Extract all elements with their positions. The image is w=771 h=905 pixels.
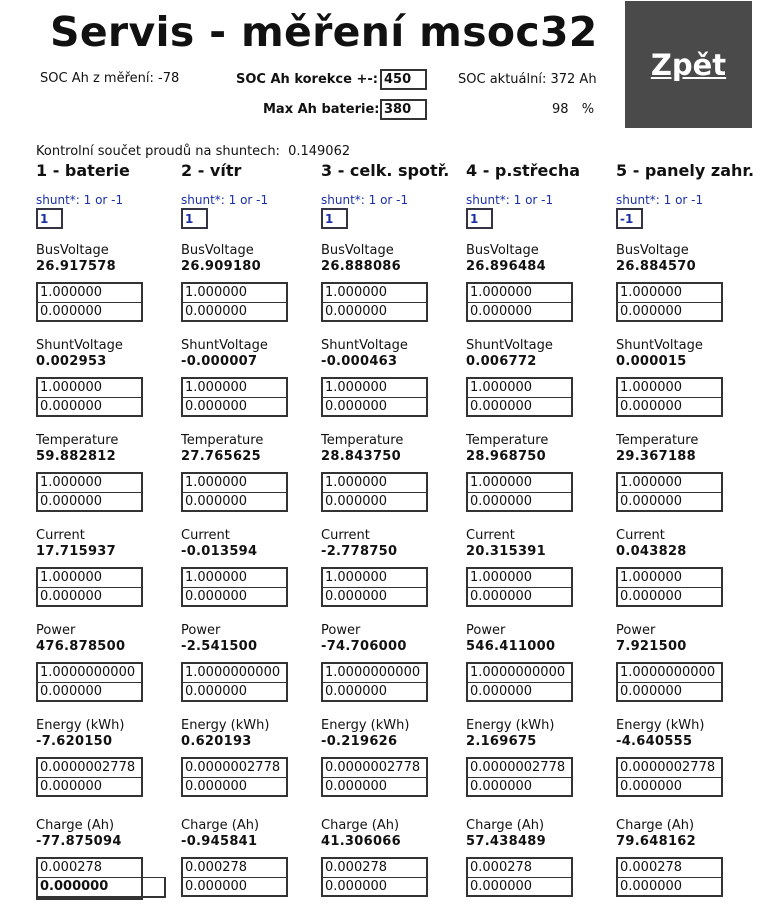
soc-actual: [458, 72, 597, 87]
metric-label: ShuntVoltage: [181, 338, 268, 353]
calibration-pair: [466, 757, 573, 797]
factor-input[interactable]: 1.000000: [325, 475, 388, 490]
shunt-label: shunt*: 1 or -1: [466, 193, 554, 207]
offset-input[interactable]: 0.000000: [183, 682, 286, 700]
soc-measured: [40, 71, 179, 86]
shunt-input[interactable]: 1: [36, 208, 63, 229]
calibration-pair: [616, 282, 723, 322]
calibration-pair: [616, 472, 723, 512]
factor-input[interactable]: 0.000278: [620, 860, 683, 875]
metric-value: -74.706000: [321, 639, 407, 654]
metric-label: Power: [616, 623, 656, 638]
metric-value: 26.909180: [181, 259, 262, 274]
factor-input[interactable]: 1.000000: [40, 475, 103, 490]
metric-value: -0.219626: [321, 734, 398, 749]
metric-label: Temperature: [181, 433, 264, 448]
calibration-pair: [466, 567, 573, 607]
factor-input[interactable]: 1.000000: [325, 380, 388, 395]
offset-input[interactable]: 0.000000: [323, 397, 426, 415]
metric-label: ShuntVoltage: [36, 338, 123, 353]
factor-input[interactable]: 1.000000: [620, 380, 683, 395]
metric-label: Temperature: [36, 433, 119, 448]
metric-value: 0.620193: [181, 734, 252, 749]
factor-input[interactable]: 0.000278: [325, 860, 388, 875]
max-ah-label: Max Ah baterie:: [263, 102, 380, 117]
factor-input[interactable]: 1.0000000000: [470, 665, 566, 680]
calibration-pair: [36, 662, 143, 702]
offset-input[interactable]: 0.000000: [183, 877, 286, 895]
metric-label: Temperature: [321, 433, 404, 448]
metric-value: 41.306066: [321, 834, 402, 849]
metric-label: Current: [181, 528, 230, 543]
calibration-pair: [181, 662, 288, 702]
offset-input[interactable]: 0.000000: [38, 777, 141, 795]
checksum-label: Kontrolní součet proudů na shuntech:: [36, 144, 280, 159]
calibration-pair: [181, 857, 288, 897]
metric-value: -0.945841: [181, 834, 258, 849]
factor-input[interactable]: 1.000000: [470, 570, 533, 585]
metric-label: BusVoltage: [616, 243, 689, 258]
metric-value: -7.620150: [36, 734, 113, 749]
offset-input[interactable]: 0.000000: [38, 587, 141, 605]
soc-correction-input[interactable]: 450: [380, 69, 427, 90]
factor-input[interactable]: 1.000000: [185, 570, 248, 585]
calibration-pair: [181, 282, 288, 322]
shunt-label: shunt*: 1 or -1: [321, 193, 409, 207]
offset-input[interactable]: 0.000000: [618, 587, 721, 605]
factor-input[interactable]: 0.0000002778: [40, 760, 136, 775]
column-title: 4 - p.střecha: [466, 161, 581, 180]
offset-input[interactable]: 0.000000: [183, 492, 286, 510]
factor-input[interactable]: 1.000000: [40, 285, 103, 300]
calibration-pair: [466, 472, 573, 512]
factor-input[interactable]: 1.000000: [325, 570, 388, 585]
offset-input[interactable]: 0.000000: [38, 302, 141, 320]
offset-input[interactable]: 0.000000: [618, 682, 721, 700]
calibration-pair: [321, 857, 428, 897]
metric-value: 26.884570: [616, 259, 697, 274]
calibration-pair: [616, 857, 723, 897]
factor-input[interactable]: 1.000000: [470, 475, 533, 490]
factor-input[interactable]: 1.0000000000: [325, 665, 421, 680]
metric-label: Power: [181, 623, 221, 638]
metric-value: 0.043828: [616, 544, 687, 559]
metric-value: -2.778750: [321, 544, 398, 559]
soc-percent: [552, 102, 594, 117]
metric-value: 79.648162: [616, 834, 697, 849]
metric-label: Current: [36, 528, 85, 543]
calibration-pair: [321, 757, 428, 797]
metric-label: Energy (kWh): [181, 718, 270, 733]
offset-input[interactable]: 0.000000: [183, 587, 286, 605]
metric-label: Charge (Ah): [616, 818, 695, 833]
metric-label: Energy (kWh): [321, 718, 410, 733]
shunt-input[interactable]: 1: [321, 208, 348, 229]
metric-value: 17.715937: [36, 544, 117, 559]
metric-label: Charge (Ah): [181, 818, 260, 833]
soc-measured-label: SOC Ah z měření:: [40, 71, 154, 86]
factor-input[interactable]: 1.000000: [470, 380, 533, 395]
soc-percent-unit: %: [581, 102, 595, 117]
metric-label: Power: [321, 623, 361, 638]
max-ah-input[interactable]: 380: [380, 99, 427, 120]
calibration-pair: [616, 757, 723, 797]
offset-input[interactable]: 0.000000: [468, 587, 571, 605]
metric-label: ShuntVoltage: [321, 338, 408, 353]
metric-value: 26.917578: [36, 259, 117, 274]
factor-input[interactable]: 1.0000000000: [185, 665, 281, 680]
shunt-input[interactable]: 1: [181, 208, 208, 229]
metric-value: 26.888086: [321, 259, 402, 274]
calibration-pair: [616, 567, 723, 607]
metric-label: Charge (Ah): [321, 818, 400, 833]
soc-actual-value: 372 Ah: [550, 72, 597, 87]
factor-input[interactable]: 1.000000: [620, 570, 683, 585]
metric-label: Power: [466, 623, 506, 638]
offset-input[interactable]: 0.000000: [36, 877, 166, 898]
calibration-pair: [466, 377, 573, 417]
offset-input[interactable]: 0.000000: [618, 492, 721, 510]
calibration-pair: [321, 472, 428, 512]
metric-label: Current: [466, 528, 515, 543]
factor-input[interactable]: 1.000000: [40, 570, 103, 585]
offset-input[interactable]: 0.000000: [183, 777, 286, 795]
offset-input[interactable]: 0.000000: [323, 877, 426, 895]
offset-input[interactable]: 0.000000: [618, 302, 721, 320]
metric-value: 2.169675: [466, 734, 537, 749]
offset-input[interactable]: 0.000000: [468, 302, 571, 320]
metric-value: 546.411000: [466, 639, 556, 654]
metric-label: Temperature: [616, 433, 699, 448]
factor-input[interactable]: 0.000278: [40, 860, 103, 875]
metric-value: 59.882812: [36, 449, 117, 464]
column-title: 2 - vítr: [181, 161, 242, 180]
offset-input[interactable]: 0.000000: [468, 492, 571, 510]
factor-input[interactable]: 1.000000: [185, 475, 248, 490]
metric-value: 28.843750: [321, 449, 402, 464]
calibration-pair: [36, 282, 143, 322]
soc-correction-label: SOC Ah korekce +-:: [236, 72, 378, 87]
factor-input[interactable]: 0.0000002778: [470, 760, 566, 775]
offset-input[interactable]: 0.000000: [38, 492, 141, 510]
offset-input[interactable]: 0.000000: [183, 397, 286, 415]
soc-measured-value: -78: [158, 71, 180, 86]
metric-value: 28.968750: [466, 449, 547, 464]
metric-value: -4.640555: [616, 734, 693, 749]
offset-input[interactable]: 0.000000: [468, 682, 571, 700]
calibration-pair: [36, 377, 143, 417]
factor-input[interactable]: 1.000000: [470, 285, 533, 300]
calibration-pair: [466, 662, 573, 702]
offset-input[interactable]: 0.000000: [618, 777, 721, 795]
soc-actual-label: SOC aktuální:: [458, 72, 547, 87]
metric-label: BusVoltage: [466, 243, 539, 258]
calibration-pair: [321, 377, 428, 417]
metric-value: 57.438489: [466, 834, 547, 849]
factor-input[interactable]: 0.0000002778: [185, 760, 281, 775]
calibration-pair: [616, 377, 723, 417]
metric-value: 476.878500: [36, 639, 126, 654]
metric-value: 29.367188: [616, 449, 697, 464]
metric-value: -0.000007: [181, 354, 258, 369]
factor-input[interactable]: 1.000000: [185, 285, 248, 300]
metric-label: BusVoltage: [321, 243, 394, 258]
shunt-label: shunt*: 1 or -1: [181, 193, 269, 207]
soc-percent-value: 98: [552, 102, 569, 117]
factor-input[interactable]: 1.000000: [325, 285, 388, 300]
offset-input[interactable]: 0.000000: [323, 302, 426, 320]
factor-input[interactable]: 0.000278: [470, 860, 533, 875]
metric-value: -77.875094: [36, 834, 122, 849]
metric-label: Power: [36, 623, 76, 638]
metric-label: Energy (kWh): [36, 718, 125, 733]
calibration-pair: [466, 857, 573, 897]
factor-input[interactable]: 1.000000: [620, 285, 683, 300]
offset-input[interactable]: 0.000000: [618, 397, 721, 415]
metric-value: -0.000463: [321, 354, 398, 369]
metric-label: Current: [321, 528, 370, 543]
factor-input[interactable]: 1.0000000000: [620, 665, 716, 680]
shunt-label: shunt*: 1 or -1: [36, 193, 124, 207]
metric-value: -2.541500: [181, 639, 258, 654]
checksum: [36, 144, 350, 159]
metric-label: Charge (Ah): [36, 818, 115, 833]
factor-input[interactable]: 1.000000: [185, 380, 248, 395]
calibration-pair: [36, 472, 143, 512]
calibration-pair: [36, 857, 143, 900]
calibration-pair: [321, 282, 428, 322]
offset-input[interactable]: 0.000000: [468, 777, 571, 795]
offset-input[interactable]: 0.000000: [183, 302, 286, 320]
metric-value: 0.000015: [616, 354, 687, 369]
calibration-pair: [181, 757, 288, 797]
metric-label: Charge (Ah): [466, 818, 545, 833]
metric-label: ShuntVoltage: [466, 338, 553, 353]
metric-value: 7.921500: [616, 639, 687, 654]
metric-value: 20.315391: [466, 544, 547, 559]
calibration-pair: [321, 567, 428, 607]
column-title: 3 - celk. spotř.: [321, 161, 450, 180]
metric-value: 0.006772: [466, 354, 537, 369]
back-button[interactable]: [625, 1, 752, 128]
offset-input[interactable]: 0.000000: [38, 682, 141, 700]
metric-label: ShuntVoltage: [616, 338, 703, 353]
column-title: 1 - baterie: [36, 161, 130, 180]
calibration-pair: [466, 282, 573, 322]
offset-input[interactable]: 0.000000: [323, 492, 426, 510]
calibration-pair: [36, 567, 143, 607]
calibration-pair: [181, 567, 288, 607]
metric-value: 27.765625: [181, 449, 262, 464]
factor-input[interactable]: 1.0000000000: [40, 665, 136, 680]
metric-value: 0.002953: [36, 354, 107, 369]
factor-input[interactable]: 0.0000002778: [620, 760, 716, 775]
shunt-label: shunt*: 1 or -1: [616, 193, 704, 207]
metric-label: BusVoltage: [36, 243, 109, 258]
offset-input[interactable]: 0.000000: [468, 397, 571, 415]
offset-input[interactable]: 0.000000: [323, 682, 426, 700]
metric-label: Temperature: [466, 433, 549, 448]
shunt-input[interactable]: -1: [616, 208, 643, 229]
calibration-pair: [321, 662, 428, 702]
shunt-input[interactable]: 1: [466, 208, 493, 229]
metric-label: Energy (kWh): [616, 718, 705, 733]
offset-input[interactable]: 0.000000: [38, 397, 141, 415]
checksum-value: 0.149062: [288, 144, 351, 159]
calibration-pair: [181, 377, 288, 417]
metric-value: -0.013594: [181, 544, 258, 559]
metric-label: Current: [616, 528, 665, 543]
calibration-pair: [181, 472, 288, 512]
calibration-pair: [616, 662, 723, 702]
offset-input[interactable]: 0.000000: [618, 877, 721, 895]
calibration-pair: [36, 757, 143, 797]
column-title: 5 - panely zahr.: [616, 161, 755, 180]
metric-value: 26.896484: [466, 259, 547, 274]
back-button-label[interactable]: Zpět: [650, 47, 727, 82]
offset-input[interactable]: 0.000000: [323, 587, 426, 605]
page-title: Servis - měření msoc32: [50, 8, 598, 56]
offset-input[interactable]: 0.000000: [323, 777, 426, 795]
metric-label: Energy (kWh): [466, 718, 555, 733]
factor-input[interactable]: 1.000000: [620, 475, 683, 490]
metric-label: BusVoltage: [181, 243, 254, 258]
offset-input[interactable]: 0.000000: [468, 877, 571, 895]
factor-input[interactable]: 1.000000: [40, 380, 103, 395]
factor-input[interactable]: 0.000278: [185, 860, 248, 875]
factor-input[interactable]: 0.0000002778: [325, 760, 421, 775]
